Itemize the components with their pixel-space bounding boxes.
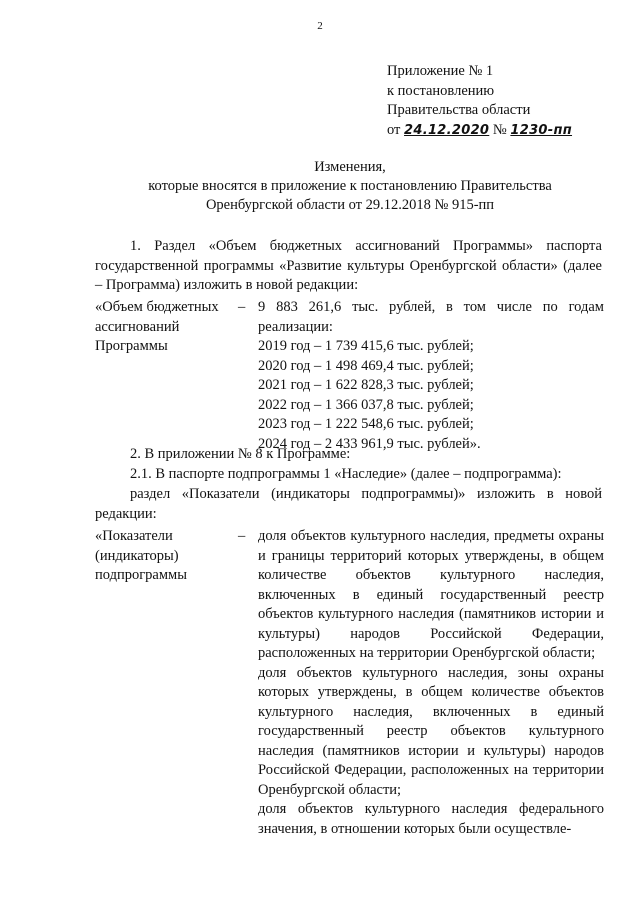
appendix-line-3: Правительства области — [387, 102, 531, 118]
handwritten-date: 24.12.2020 — [404, 122, 490, 138]
handwritten-number: 1230-пп — [510, 122, 573, 138]
section-1-text: 1. Раздел «Объем бюджетных ассигнований Программы» паспорта государственной программы «Развитие культуры Оренбургской области» (далее – Программа) изложить в новой редакции: — [95, 238, 602, 293]
budget-year-row: 2022 год – 1 366 037,8 тыс. рублей; — [258, 396, 474, 413]
page-number: 2 — [317, 20, 323, 32]
budget-year-row: 2019 год – 1 739 415,6 тыс. рублей; — [258, 338, 474, 354]
from-prefix: от — [387, 121, 401, 138]
indicators-label: «Показатели (индикаторы) подпрограммы — [95, 528, 187, 583]
budget-total: 9 883 261,6 тыс. рублей, в том числе по годам реализации: — [258, 299, 604, 335]
section-2-1-text: 2.1. В паспорте подпрограммы 1 «Наследие» (далее – подпрограмма): — [130, 466, 562, 482]
doc-title-line-2: которые вносятся в приложение к постановлению Правительства — [148, 178, 552, 194]
doc-title-line-3: Оренбургской области от 29.12.2018 № 915-пп — [205, 197, 495, 213]
budget-year-row: 2021 год – 1 622 828,3 тыс. рублей; — [258, 377, 474, 393]
appendix-line-1: Приложение № 1 — [387, 63, 494, 79]
appendix-date-line — [387, 121, 572, 141]
appendix-line-2: к постановлению — [387, 82, 495, 99]
indicators-dash: – — [238, 528, 246, 544]
indicator-item: доля объектов культурного наследия, предметы охраны и границы территорий которых утверждены, в общем количестве объектов культурного наследия, включенных в единый государственный реестр объектов культурного наследия (памятников истории и культуры) народов Российской Федерации, расположенных на территории Оренбургской области; — [258, 528, 604, 661]
budget-dash: – — [238, 299, 246, 315]
doc-title-line-1: Изменения, — [314, 159, 386, 175]
indicator-item: доля объектов культурного наследия, зоны охраны которых утверждены, в общем количестве объектов культурного наследия, включенных в единый государственный реестр объектов культурного наследия (памятников истории и культуры) народов Российской Федерации, расположенных на территории Оренбургской области; — [258, 664, 604, 798]
budget-year-row: 2024 год – 2 433 961,9 тыс. рублей». — [258, 435, 481, 452]
budget-year-row: 2023 год – 1 222 548,6 тыс. рублей; — [258, 416, 474, 432]
section-2-heading: 2. В приложении № 8 к Программе: — [130, 446, 351, 462]
budget-label: «Объем бюджетных ассигнований Программы — [95, 299, 219, 354]
budget-year-row: 2020 год – 1 498 469,4 тыс. рублей; — [258, 357, 474, 374]
indicators-values — [258, 527, 604, 839]
appendix-block — [387, 62, 572, 140]
section-2-instruction: раздел «Показатели (индикаторы подпрограммы)» изложить в новой редакции: — [95, 486, 602, 522]
number-prefix: № — [492, 121, 507, 138]
indicator-item: доля объектов культурного наследия федерального значения, в отношении которых были осуществле- — [258, 801, 604, 837]
budget-values — [258, 298, 604, 454]
